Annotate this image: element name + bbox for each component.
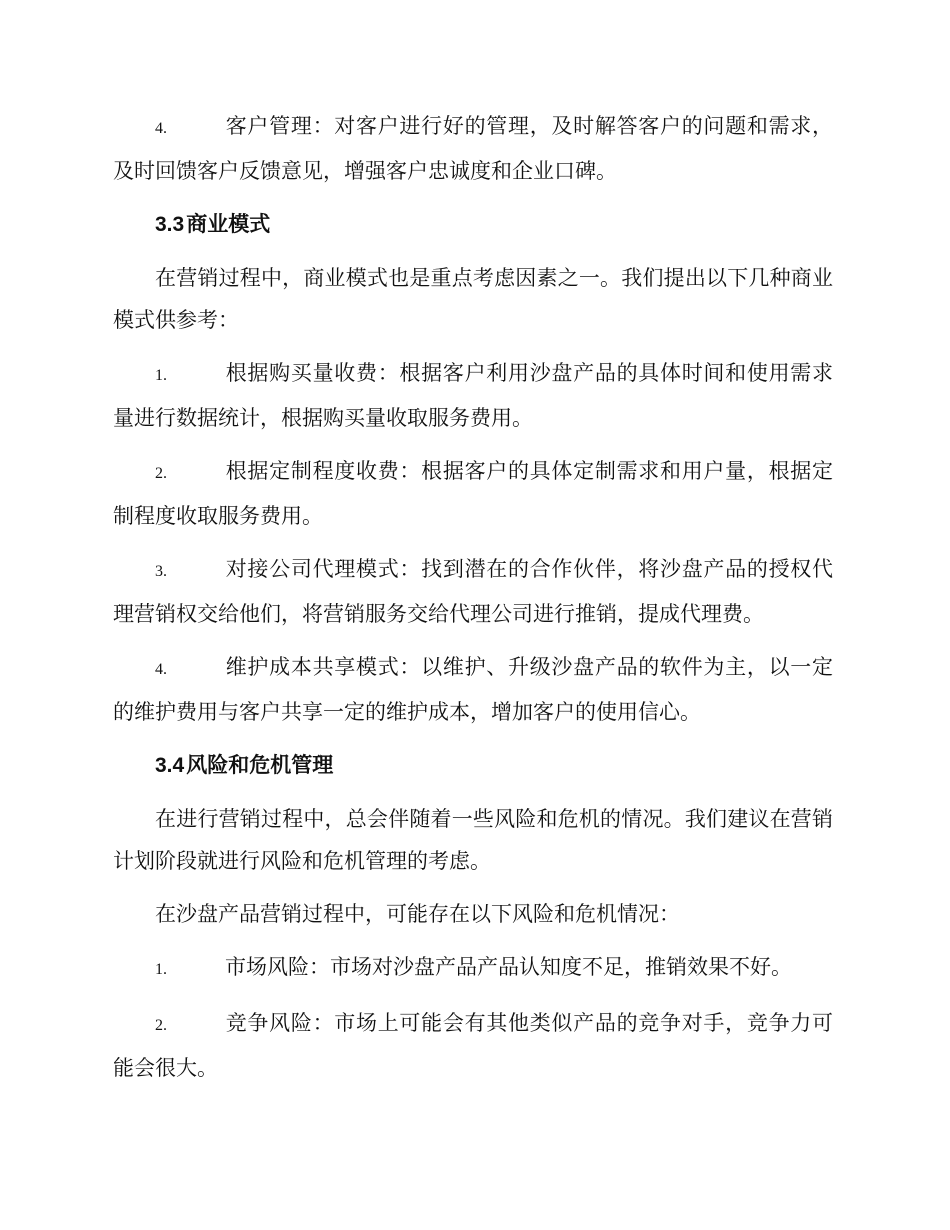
paragraph: 在进行营销过程中，总会伴随着一些风险和危机的情况。我们建议在营销计划阶段就进行风险和危机管理的考虑。 — [113, 807, 833, 873]
list-item — [113, 946, 833, 991]
list-item-text: 维护成本共享模式：以维护、升级沙盘产品的软件为主，以一定的维护费用与客户共享一定的维护成本，增加客户的使用信心。 — [113, 655, 833, 724]
list-item — [113, 450, 833, 537]
list-item — [113, 105, 833, 192]
section-title: 商业模式 — [186, 211, 271, 236]
section-heading-3-4 — [113, 744, 833, 787]
list-item-text: 根据定制程度收费：根据客户的具体定制需求和用户量，根据定制程度收取服务费用。 — [113, 459, 833, 528]
list-item — [113, 646, 833, 733]
list-item-text: 市场风险：市场对沙盘产品产品认知度不足，推销效果不好。 — [225, 955, 792, 979]
list-item — [113, 548, 833, 635]
section-number: 3.3 — [155, 213, 185, 236]
section-title: 风险和危机管理 — [186, 752, 334, 777]
list-item-number: 4. — [155, 120, 167, 137]
list-item-number: 2. — [155, 1017, 167, 1034]
list-item-number: 1. — [155, 367, 167, 384]
list-item-number: 4. — [155, 661, 167, 678]
paragraph: 在沙盘产品营销过程中，可能存在以下风险和危机情况： — [155, 902, 680, 926]
list-item-number: 1. — [155, 961, 167, 978]
paragraph: 在营销过程中，商业模式也是重点考虑因素之一。我们提出以下几种商业模式供参考： — [113, 266, 833, 332]
list-item-text: 客户管理：对客户进行好的管理，及时解答客户的问题和需求，及时回馈客户反馈意见，增强客户忠诚度和企业口碑。 — [113, 114, 833, 183]
list-item-number: 3. — [155, 563, 167, 580]
list-item — [113, 1002, 833, 1089]
list-item — [113, 352, 833, 439]
list-item-text: 对接公司代理模式：找到潜在的合作伙伴，将沙盘产品的授权代理营销权交给他们，将营销服务交给代理公司进行推销，提成代理费。 — [113, 557, 833, 626]
document-body — [113, 105, 833, 1100]
list-item-text: 根据购买量收费：根据客户利用沙盘产品的具体时间和使用需求量进行数据统计，根据购买量收取服务费用。 — [113, 361, 833, 430]
section-heading-3-3 — [113, 203, 833, 246]
list-item-text: 竞争风险：市场上可能会有其他类似产品的竞争对手，竞争力可能会很大。 — [113, 1011, 833, 1080]
list-item-number: 2. — [155, 465, 167, 482]
section-number: 3.4 — [155, 754, 185, 777]
